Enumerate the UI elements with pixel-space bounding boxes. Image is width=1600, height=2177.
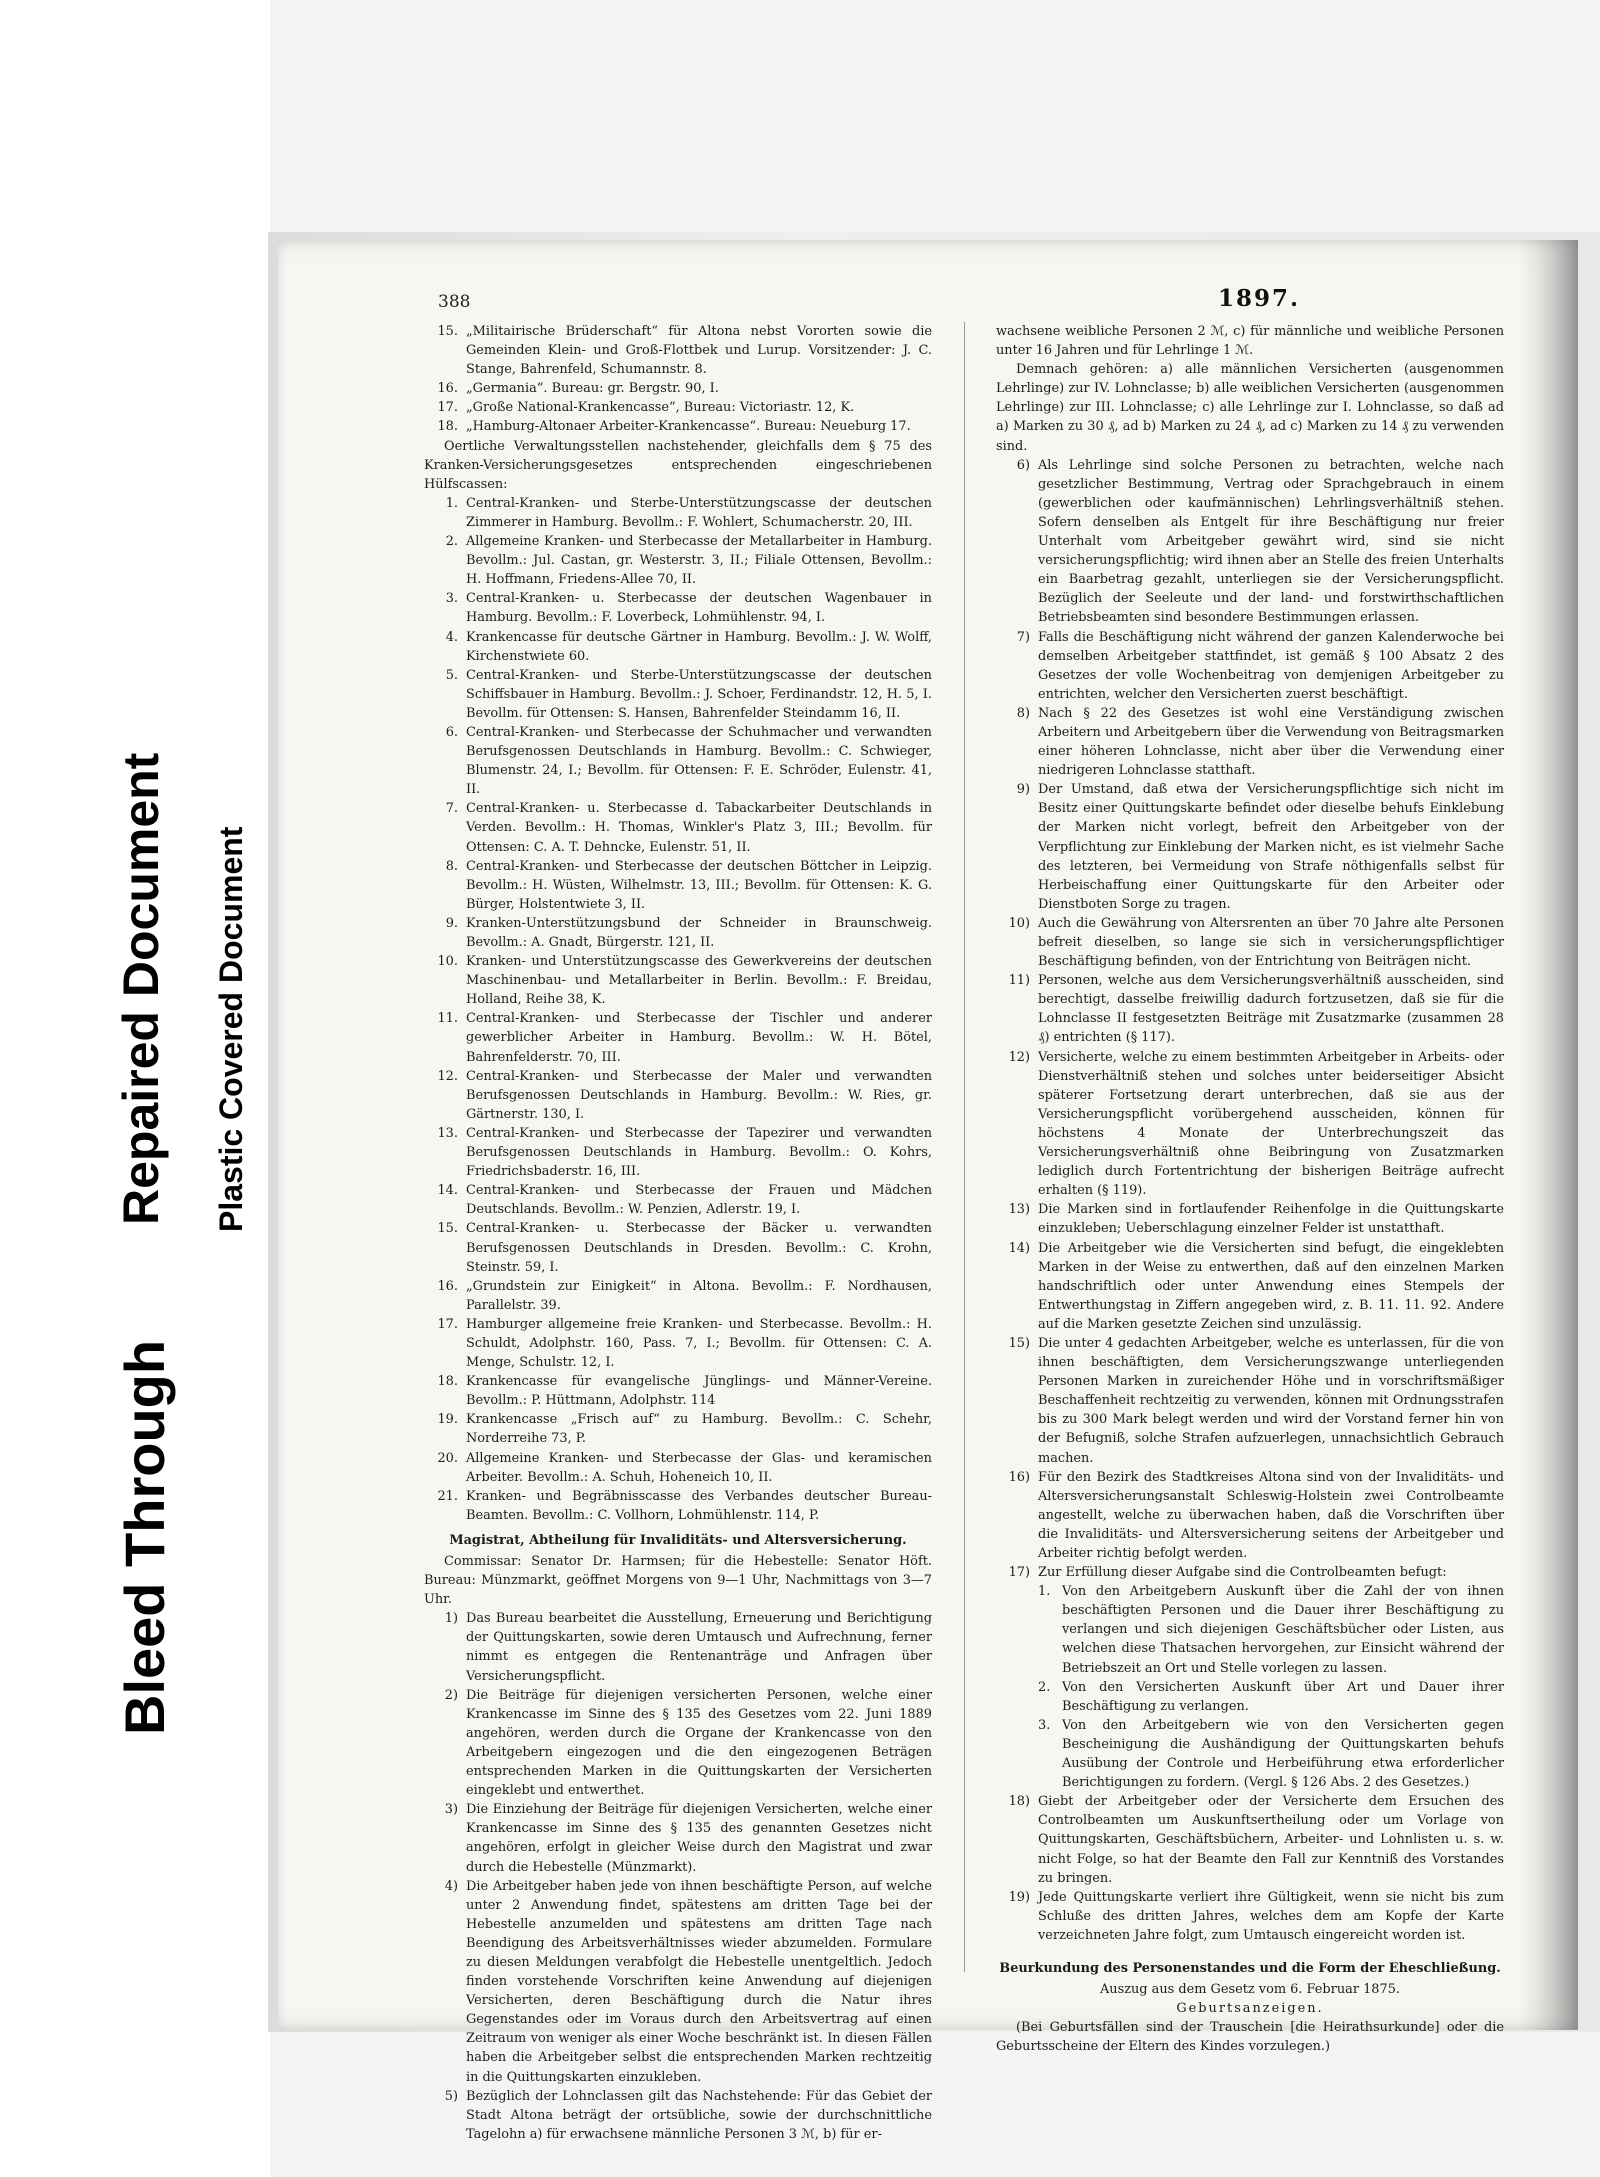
right-section-heading: Beurkundung des Personenstandes und die Form der Eheschließung. [999,1960,1501,1976]
page-year: 1897. [1218,285,1301,312]
list-item-text: Krankencasse „Frisch auf“ zu Hamburg. Bevollm.: C. Schehr, Norderreihe 73, P. [466,1412,932,1447]
list-item [424,417,932,436]
list-item-text: „Hamburg-Altonaer Arbeiter-Krankencasse“. Bureau: Neueburg 17. [466,419,911,435]
right-section-sub2: Geburtsanzeigen. [1176,2001,1324,2017]
list-item-text: Kranken- und Unterstützungscasse des Gewerkvereins der deutschen Maschinenbau- und Metallarbeiter in Berlin. Bevollm.: F. Breidau, Holland, Reihe 38, K. [466,954,932,1008]
subrule-item [996,1678,1504,1716]
list-item-number: 14. [437,1183,458,1199]
rule-item [996,1563,1504,1582]
right-final-note: (Bei Geburtsfällen sind der Trauschein [die Heirathsurkunde] oder die Geburtsscheine der Eltern des Kindes vorzulegen.) [996,2020,1504,2055]
list-item-number: 5. [445,667,458,683]
rule-item-text: Als Lehrlinge sind solche Personen zu betrachten, welche nach gesetzlicher Bestimmung, Vertrag oder Sprachgebrauch in einem (gewerblichen oder kaufmännischen) Lehrlingsverhältniß stehen. Sofern denselben als Entgelt für ihre Beschäftigung nur freier Unterhalt vom Arbeitgeber gewährt wird, sind sie nicht versicherungspflichtig; wird ihnen aber an Stelle des freien Unterhalts ein Baarbetrag gezahlt, unterliegen sie der Versicherungspflicht. Bezüglich der Seeleute und der land- und forstwirthschaftlichen Betriebsbeamten sind besondere Bestimmungen erlassen. [1038,457,1504,626]
left-column [424,322,932,2144]
rule-item-number: 11) [1008,973,1030,989]
rule-item-number: 18) [1008,1794,1030,1810]
list-item-number: 4. [445,629,458,645]
list-item [424,1277,932,1315]
rule-item-text: Die Marken sind in fortlaufender Reihenfolge in die Quittungskarte einzukleben; Ueberschlagung einzelner Felder ist unstatthaft. [1038,1202,1504,1237]
rule-item [424,2087,932,2144]
subrule-item-number: 1. [1038,1584,1051,1600]
list-item-text: „Germania“. Bureau: gr. Bergstr. 90, I. [466,381,719,397]
rule-item [424,1609,932,1685]
list-item [424,914,932,952]
left-section-heading: Magistrat, Abtheilung für Invaliditäts- und Altersversicherung. [449,1532,907,1548]
page-number: 388 [438,292,471,312]
label-repaired-document: Repaired Document [113,752,169,1225]
rule-item [996,1468,1504,1563]
list-item-text: Central-Kranken- und Sterbecasse der Schuhmacher und verwandten Berufsgenossen Deutschlands in Hamburg. Bevollm.: C. Schwieger, Blumenstr. 24, I.; Bevollm. für Ottensen: F. E. Schröder, Eulenstr. 41, II. [466,724,932,798]
list-item-number: 17. [437,400,458,416]
rule-item-text: Das Bureau bearbeitet die Ausstellung, Erneuerung und Berichtigung der Quittungskarten, sowie deren Umtausch und Aufrechnung, ferner nimmt es entgegen die Rentenanträge und Anfragen über Versicherungspflicht. [466,1611,932,1684]
list-item-text: Krankencasse für deutsche Gärtner in Hamburg. Bevollm.: J. W. Wolff, Kirchenstwiete 60. [466,629,932,664]
label-bleed-through: Bleed Through [113,1339,176,1735]
rule-item-number: 2) [444,1687,458,1703]
rule-item [996,456,1504,628]
right-section-sub: Auszug aus dem Gesetz vom 6. Februar 1875. [1099,1982,1400,1998]
list-item [424,1449,932,1487]
list-item-text: Central-Kranken- u. Sterbecasse der Bäcker u. verwandten Berufsgenossen Deutschlands in Dresden. Bevollm.: C. Krohn, Steinstr. 59, I. [466,1221,932,1275]
rule-item-number: 12) [1008,1049,1030,1065]
list-item-text: „Grundstein zur Einigkeit“ in Altona. Bevollm.: F. Nordhausen, Parallelstr. 39. [466,1278,932,1313]
rule-item-text: Die Arbeitgeber wie die Versicherten sind befugt, die eingeklebten Marken in der Weise zu entwerthen, daß auf den einzelnen Marken handschriftlich oder unter Anwendung eines Stempels der Entwerthungstag in Ziffern angegeben wird, z. B. 11. 11. 92. Andere auf die Marken gesetzte Zeichen sind unzulässig. [1038,1240,1504,1332]
rule-item-text: Giebt der Arbeitgeber oder der Versicherte dem Ersuchen des Controlbeamten um Auskunftsertheilung oder um Vorlage von Quittungskarten, Geschäftsbüchern, Arbeiter- und Lohnlisten u. s. w. nicht Folge, so hat der Beamte den Fall zur Kenntniß des Vorstandes zu bringen. [1038,1794,1504,1886]
list-item-number: 12. [437,1068,458,1084]
list-item [424,1315,932,1372]
rule-item [996,1048,1504,1201]
list-item-text: Central-Kranken- und Sterbecasse der deutschen Böttcher in Leipzig. Bevollm.: H. Wüsten, Wilhelmstr. 13, III.; Bevollm. für Ottensen: K. G. Bürger, Holstentwiete 3, II. [466,858,932,912]
list-item-number: 18. [437,1374,458,1390]
rule-item-text: Der Umstand, daß etwa der Versicherungspflichtige sich nicht im Besitz einer Quittungskarte befindet oder dieselbe behufs Einklebung der Marken nicht vorlegt, befreit den Arbeitgeber von der Verpflichtung zur Einklebung der Marken nicht, es ist vielmehr Sache des letzteren, bei Vermeidung von Strafe nöthigenfalls selbst für Herbeischaffung einer Quittungskarte für den Arbeiter oder Dienstboten Sorge zu tragen. [1038,782,1504,912]
rule-item [996,1200,1504,1238]
rule-item-text: Zur Erfüllung dieser Aufgabe sind die Controlbeamten befugt: [1038,1565,1447,1581]
list-item-number: 9. [445,915,458,931]
subrule-item [996,1582,1504,1677]
rule-item [996,1334,1504,1468]
rule-item-number: 14) [1008,1240,1030,1256]
list-item-number: 1. [445,495,458,511]
rule-item [424,1877,932,2087]
rule-item-text: Falls die Beschäftigung nicht während der ganzen Kalenderwoche bei demselben Arbeitgeber stattfindet, ist gemäß § 100 Absatz 2 des Gesetzes der volle Wochenbeitrag von demjenigen Arbeitgeber zu entrichten, welcher den Versicherten zuerst beschäftigt. [1038,629,1504,702]
list-item-text: Central-Kranken- und Sterbe-Unterstützungscasse der deutschen Schiffsbauer in Hamburg. Bevollm.: J. Schoer, Ferdinandstr. 12, H. 5, I. Bevollm. für Ottensen: S. Hansen, Bahrenfelder Steindamm 16, II. [466,667,932,721]
list-item-number: 2. [445,534,458,550]
list-item-number: 19. [437,1412,458,1428]
list-item [424,723,932,799]
list-item-number: 13. [437,1125,458,1141]
list-item-text: „Große National-Krankencasse“, Bureau: Victoriastr. 12, K. [466,400,855,416]
rule-item-text: Nach § 22 des Gesetzes ist wohl eine Verständigung zwischen Arbeitern und Arbeitgebern über die Verwendung von Beitragsmarken einer höheren Lohnclasse, nicht aber über die Verwendung einer niedrigeren Lohnclasse statthaft. [1038,705,1504,779]
list-item-number: 17. [437,1316,458,1332]
subrule-item-number: 3. [1038,1717,1051,1733]
rule-item [424,1800,932,1876]
list-item [424,952,932,1009]
list-item-text: Kranken- und Begräbnisscasse des Verbandes deutscher Bureau-Beamten. Bevollm.: C. Vollhorn, Lohmühlenstr. 114, P. [466,1488,932,1523]
rule-item-text: Die Arbeitgeber haben jede von ihnen beschäftigte Person, auf welche unter 2 Anwendung findet, spätestens am dritten Tage bei der Hebestelle anzumelden und spätestens am dritten Tage nach Beendigung des Arbeitsverhältnisses wieder abzumelden. Formulare zu diesen Meldungen verabfolgt die Hebestelle unentgeltlich. Jedoch finden vorstehende Vorschriften keine Anwendung auf diejenigen Versicherten, deren Beschäftigung durch die Natur ihres Gegenstandes oder im Voraus durch den Arbeitsvertrag auf einen Zeitraum von weniger als einer Woche beschränkt ist. In diesen Fällen haben die Arbeitgeber selbst die entsprechenden Marken rechtzeitig in die Quittungskarten einzukleben. [466,1878,932,2085]
list-item [424,1410,932,1448]
rule-item-text: Für den Bezirk des Stadtkreises Altona sind von der Invaliditäts- und Altersversicherungsanstalt Schleswig-Holstein zwei Controlbeamte angestellt, welche zu überwachen haben, daß die Vorschriften über die Invaliditäts- und Altersversicherung seitens der Arbeitgeber und Arbeiter richtig befolgt werden. [1038,1469,1504,1561]
list-item [424,494,932,532]
list-item [424,1009,932,1066]
rule-item [996,1239,1504,1334]
list-item-text: Central-Kranken- und Sterbecasse der Tischler und anderer gewerblicher Arbeiter in Hamburg. Bevollm.: W. H. Bötel, Bahrenfelderstr. 70, III. [466,1011,932,1065]
rule-item [996,628,1504,704]
rule-item-number: 4) [444,1878,458,1894]
left-intro: Oertliche Verwaltungsstellen nachstehender, gleichfalls dem § 75 des Kranken-Versicherungsgesetzes entsprechenden eingeschriebenen Hülfscassen: [424,438,932,492]
rule-item-number: 15) [1008,1335,1030,1351]
list-item [424,1181,932,1219]
rule-item-number: 7) [1016,629,1030,645]
rule-item-text: Bezüglich der Lohnclassen gilt das Nachstehende: Für das Gebiet der Stadt Altona beträgt der ortsübliche, sowie der durchschnittliche Tagelohn a) für erwachsene männliche Personen 3 ℳ, b) für er- [466,2088,932,2142]
rule-item-text: Personen, welche aus dem Versicherungsverhältniß ausscheiden, sind berechtigt, dasselbe freiwillig dadurch fortzusetzen, daß sie für die Lohnclasse II festgesetzten Beiträge mit Zusatzmarke (zusammen 28 ₰) entrichten (§ 117). [1038,973,1504,1046]
list-item-text: Hamburger allgemeine freie Kranken- und Sterbecasse. Bevollm.: H. Schuldt, Adolphstr. 160, Pass. 7, I.; Bevollm. für Ottensen: C. A. Menge, Schulstr. 12, I. [466,1316,932,1371]
left-section-intro: Commissar: Senator Dr. Harmsen; für die Hebestelle: Senator Höft. Bureau: Münzmarkt, geöffnet Morgens von 9—1 Uhr, Nachmittags von 3—7 Uhr. [424,1554,932,1608]
list-item-number: 16. [437,1278,458,1294]
rule-item-number: 16) [1008,1469,1030,1485]
list-item-number: 20. [437,1450,458,1466]
list-item [424,666,932,723]
list-item-text: „Militairische Brüderschaft“ für Altona nebst Vororten sowie die Gemeinden Klein- und Groß-Flottbek und Lurup. Vorsitzender: J. C. Stange, Bahrenfeld, Schumannstr. 8. [466,324,932,378]
list-item-number: 6. [445,724,458,740]
rule-item-number: 5) [444,2088,458,2104]
list-item [424,1124,932,1181]
rule-item [996,914,1504,971]
right-subrules [996,1582,1504,1792]
list-item [424,589,932,627]
page-curl-shadow [1518,240,1578,2030]
rule-item [424,1686,932,1801]
rule-item-text: Jede Quittungskarte verliert ihre Gültigkeit, wenn sie nicht bis zum Schluße des dritten Jahres, welches dem am Kopfe der Karte verzeichneten Jahre folgt, zum Umtausch eingereicht worden ist. [1038,1889,1504,1943]
list-item [424,857,932,914]
list-item-number: 3. [445,591,458,607]
list-item-text: Krankencasse für evangelische Jünglings- und Männer-Vereine. Bevollm.: P. Hüttmann, Adolphstr. 114 [466,1374,932,1409]
list-item-number: 8. [445,858,458,874]
column-divider [964,322,965,1972]
list-item [424,1372,932,1410]
subrule-item-text: Von den Versicherten Auskunft über Art und Dauer ihrer Beschäftigung zu verlangen. [1062,1679,1504,1714]
list-item [424,532,932,589]
right-column [996,322,1504,2056]
rule-item-text: Versicherte, welche zu einem bestimmten Arbeitgeber in Arbeits- oder Dienstverhältniß stehen und solches unter beiderseitiger Absicht späterer Fortsetzung derart unterbrechen, daß sie aus der Versicherungspflicht vorübergehend ausscheiden, können für höchstens 4 Monate der Unterbrechungszeit das Versicherungsverhältniß ohne Beibringung von Zusatzmarken lediglich durch Fortentrichtung der bisherigen Beiträge aufrecht erhalten (§ 119). [1038,1049,1504,1199]
rule-item-text: Auch die Gewährung von Altersrenten an über 70 Jahre alte Personen befreit dieselben, so lange sie sich in versicherungspflichtiger Beschäftigung befinden, von der Entrichtung von Beiträgen nicht. [1038,915,1504,970]
subrule-item [996,1716,1504,1792]
list-item [424,379,932,398]
rule-item [996,780,1504,914]
list-item [424,1067,932,1124]
list-item [424,1219,932,1276]
subrule-item-text: Von den Arbeitgebern Auskunft über die Zahl der von ihnen beschäftigten Personen und die Dauer ihrer Beschäftigung zu verlangen und sich diejenigen Geschäftsbücher oder Listen, aus welchen diese Thatsachen hervorgehen, zur Einsicht während der Betriebszeit an Ort und Stelle vorlegen zu lassen. [1062,1584,1504,1676]
right-continuation-1: wachsene weibliche Personen 2 ℳ, c) für männliche und weibliche Personen unter 16 Jahren und für Lehrlinge 1 ℳ. [996,324,1504,359]
rule-item [996,704,1504,780]
rule-item-number: 8) [1016,705,1030,721]
rule-item-text: Die Einziehung der Beiträge für diejenigen Versicherten, welche einer Krankencasse im Sinne des § 135 des genannten Gesetzes nicht angehören, erfolgt in gleicher Weise durch den Magistrat und zwar durch die Hebestelle (Münzmarkt). [466,1802,932,1875]
left-rules [424,1609,932,2144]
list-item [424,628,932,666]
list-item [424,799,932,856]
subrule-item-number: 2. [1038,1679,1051,1695]
list-item-text: Central-Kranken- und Sterbecasse der Maler und verwandten Berufsgenossen Deutschlands in Hamburg. Bevollm.: W. Ries, gr. Gärtnerstr. 130, I. [466,1068,932,1122]
list-item-number: 15. [437,1221,458,1237]
rule-item-number: 6) [1016,457,1030,473]
rule-item-text: Die unter 4 gedachten Arbeitgeber, welche es unterlassen, für die von ihnen beschäftigten, dem Versicherungszwange unterliegenden Personen Marken in zureichender Höhe und in vorschriftsmäßiger Beschaffenheit rechtzeitig zu verwenden, können mit Ordnungsstrafen bis zu 300 Mark belegt werden und wird der Vorstand ferner hin von der Befugniß, solche Strafen aufzuerlegen, unnachsichtlich Gebrauch machen. [1038,1335,1504,1466]
list-item-number: 21. [437,1488,458,1504]
document-page [278,240,1578,2142]
list-item-text: Allgemeine Kranken- und Sterbecasse der Glas- und keramischen Arbeiter. Bevollm.: A. Schuh, Hoheneich 10, II. [466,1450,932,1485]
list-item-text: Central-Kranken- und Sterbecasse der Frauen und Mädchen Deutschlands. Bevollm.: W. Penzien, Adlerstr. 19, I. [466,1183,932,1218]
left-entries-b [424,494,932,1525]
rule-item [996,1792,1504,1887]
subrule-item-text: Von den Arbeitgebern wie von den Versicherten gegen Bescheinigung die Aushändigung der Quittungskarten behufs Ausübung der Controle und Herbeiführung etwa erforderlicher Berichtigungen zu fordern. (Vergl. § 126 Abs. 2 des Gesetzes.) [1062,1717,1504,1791]
rule-item-number: 1) [444,1611,458,1627]
list-item [424,398,932,417]
rule-item-number: 9) [1016,782,1030,798]
list-item-number: 15. [437,324,458,339]
rule-item-number: 13) [1008,1202,1030,1218]
right-continuation-2: Demnach gehören: a) alle männlichen Versicherten (ausgenommen Lehrlinge) zur IV. Lohnclasse; b) alle weiblichen Versicherten (ausgenommen Lehrlinge) zur III. Lohnclasse; c) alle Lehrlinge zur I. Lohnclasse, so daß ad a) Marken zu 30 ₰, ad b) Marken zu 24 ₰, ad c) Marken zu 14 ₰ zu verwenden sind. [996,362,1504,454]
rule-item-number: 10) [1008,915,1030,931]
rule-item-text: Die Beiträge für diejenigen versicherten Personen, welche einer Krankencasse im Sinne des § 135 des Gesetzes vom 22. Juni 1889 angehören, werden durch die Organe der Krankencasse von den Arbeitgebern eingezogen und die den eingezogenen Beträgen entsprechenden Marken in die Quittungskarten der Versicherten eingeklebt und entwerthet. [466,1687,932,1799]
rule-item [996,971,1504,1047]
list-item-number: 7. [445,801,458,817]
list-item-number: 16. [437,381,458,397]
left-entries-a [424,322,932,437]
list-item-text: Central-Kranken- u. Sterbecasse der deutschen Wagenbauer in Hamburg. Bevollm.: F. Loverbeck, Lohmühlenstr. 94, I. [466,591,932,626]
list-item-number: 18. [437,419,458,435]
list-item [424,1487,932,1525]
rule-item-number: 3) [444,1802,458,1818]
list-item-text: Allgemeine Kranken- und Sterbecasse der Metallarbeiter in Hamburg. Bevollm.: Jul. Castan, gr. Westerstr. 3, II.; Filiale Ottensen, Bevollm.: H. Hoffmann, Friedens-Allee 70, II. [466,534,932,588]
label-plastic-covered: Plastic Covered Document [213,826,249,1232]
rule-item-number: 19) [1008,1889,1030,1905]
right-rules [996,456,1504,1583]
list-item-text: Central-Kranken- u. Sterbecasse d. Tabackarbeiter Deutschlands in Verden. Bevollm.: H. Thomas, Winkler's Platz 3, III.; Bevollm. für Ottensen: C. A. T. Dehncke, Eulenstr. 51, II. [466,801,932,855]
list-item-text: Central-Kranken- und Sterbe-Unterstützungscasse der deutschen Zimmerer in Hamburg. Bevollm.: F. Wohlert, Schumacherstr. 20, III. [466,495,932,530]
side-labels [0,0,270,2177]
rule-item [996,1888,1504,1945]
rule-item-number: 17) [1008,1565,1030,1581]
list-item-text: Central-Kranken- und Sterbecasse der Tapezirer und verwandten Berufsgenossen Deutschlands in Hamburg. Bevollm.: O. Kohrs, Friedrichsbaderstr. 16, III. [466,1125,932,1180]
list-item-number: 11. [437,1011,458,1027]
list-item-text: Kranken-Unterstützungsbund der Schneider in Braunschweig. Bevollm.: A. Gnadt, Bürgerstr. 121, II. [466,915,932,950]
list-item [424,322,932,379]
list-item-number: 10. [437,954,458,970]
right-rules-2 [996,1792,1504,1945]
